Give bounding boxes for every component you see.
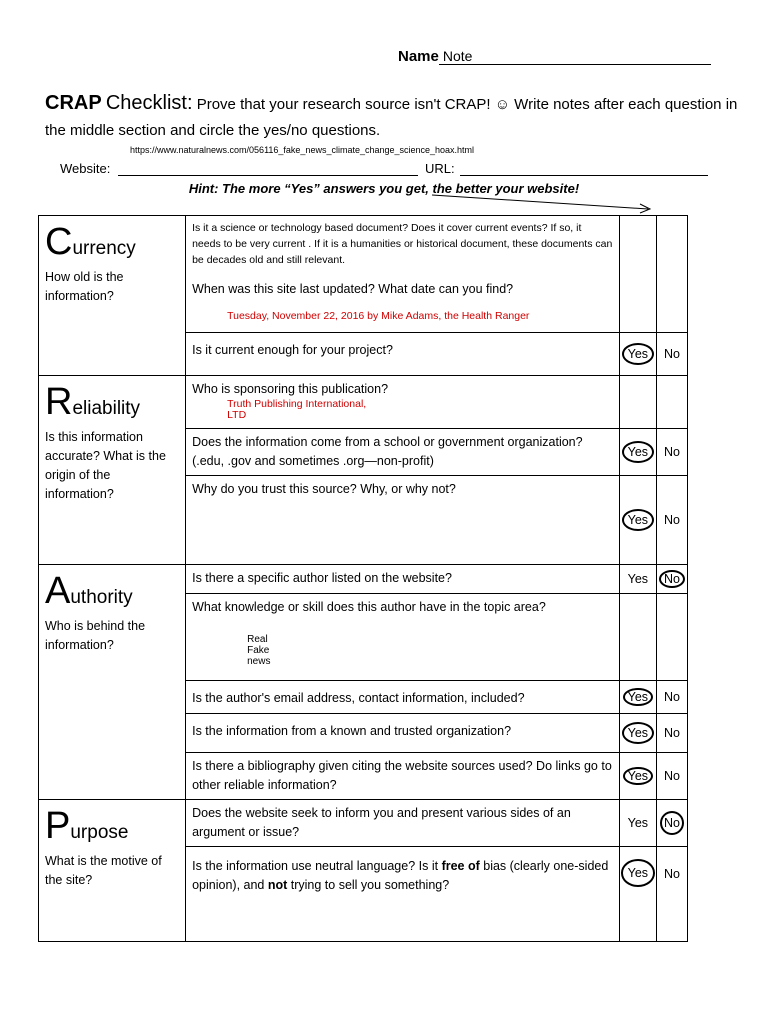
reliability-no-empty bbox=[657, 376, 688, 429]
reliability-q3-yes[interactable] bbox=[619, 476, 656, 565]
currency-q1: Is it a science or technology based document? Does it cover current events? If so, it needs to be very current . If it is a humanities or historical document, these documents can be decades old and still relevant. bbox=[192, 222, 613, 266]
purpose-row-1 bbox=[39, 800, 688, 847]
section-authority bbox=[39, 565, 186, 800]
purpose-q1-yes[interactable]: Yes bbox=[619, 800, 656, 847]
currency-q3-yes[interactable] bbox=[619, 333, 656, 376]
reliability-q1-note[interactable]: Truth Publishing International, LTD bbox=[227, 398, 367, 421]
currency-no-empty bbox=[657, 216, 688, 333]
authority-q3: Is the author's email address, contact information, included? bbox=[186, 681, 620, 714]
authority-q4-yes-circled[interactable]: Yes bbox=[622, 722, 654, 744]
website-label: Website: bbox=[60, 161, 111, 176]
title-checklist: Checklist: bbox=[105, 92, 193, 114]
currency-row-1 bbox=[39, 216, 688, 333]
purpose-letter: P bbox=[45, 805, 71, 847]
reliability-q3: Why do you trust this source? Why, or why not? bbox=[186, 476, 620, 565]
purpose-q2-e: trying to sell you something? bbox=[287, 878, 450, 892]
authority-desc: Who is behind the information? bbox=[45, 619, 146, 652]
url-underline[interactable] bbox=[460, 175, 708, 176]
reliability-row-1 bbox=[39, 376, 688, 429]
currency-rest: urrency bbox=[72, 238, 136, 259]
purpose-q2-yes[interactable] bbox=[619, 847, 656, 942]
authority-q2-note[interactable]: Real Fake news bbox=[247, 634, 271, 667]
purpose-q1-no[interactable] bbox=[657, 800, 688, 847]
reliability-rest: eliability bbox=[72, 398, 141, 419]
reliability-q2-yes-circled[interactable]: Yes bbox=[622, 441, 654, 463]
authority-q5-no[interactable]: No bbox=[657, 753, 688, 800]
purpose-desc: What is the motive of the site? bbox=[45, 854, 162, 887]
currency-question-cell bbox=[186, 216, 620, 333]
authority-q1-yes[interactable]: Yes bbox=[619, 565, 656, 594]
authority-q2-cell bbox=[186, 594, 620, 681]
authority-q2: What knowledge or skill does this author have in the topic area? bbox=[192, 600, 546, 614]
purpose-rest: urpose bbox=[70, 822, 129, 843]
title-instructions: Prove that your research source isn't CRAP! ☺ Write notes after each question in the middle section and circle the yes/no questions. bbox=[45, 96, 738, 139]
purpose-q2-b: free of bbox=[441, 859, 480, 873]
authority-q1-no-circled[interactable]: No bbox=[659, 570, 685, 588]
currency-desc: How old is the information? bbox=[45, 270, 124, 303]
purpose-q2-yes-circled[interactable]: Yes bbox=[621, 859, 655, 887]
crap-checklist-table bbox=[38, 215, 688, 942]
currency-q2-note[interactable]: Tuesday, November 22, 2016 by Mike Adams, the Health Ranger bbox=[227, 310, 530, 322]
reliability-yes-empty bbox=[619, 376, 656, 429]
hint-arrow-icon bbox=[430, 193, 655, 215]
hint-text: Hint: The more “Yes” answers you get, the better your website! bbox=[188, 181, 580, 196]
authority-rest: uthority bbox=[70, 587, 133, 608]
authority-q5: Is there a bibliography given citing the website sources used? Do links go to other reliable information? bbox=[186, 753, 620, 800]
reliability-q2: Does the information come from a school or government organization? (.edu, .gov and sometimes .org—non-profit) bbox=[186, 429, 620, 476]
reliability-q2-yes[interactable] bbox=[619, 429, 656, 476]
name-label: Name bbox=[398, 48, 439, 65]
authority-no-empty bbox=[657, 594, 688, 681]
url-label: URL: bbox=[425, 161, 455, 176]
reliability-q3-no[interactable]: No bbox=[657, 476, 688, 565]
section-purpose bbox=[39, 800, 186, 942]
purpose-q2 bbox=[186, 847, 620, 942]
reliability-letter: R bbox=[45, 381, 73, 423]
purpose-q2-no[interactable]: No bbox=[657, 847, 688, 942]
currency-yes-empty bbox=[619, 216, 656, 333]
purpose-q2-c: bias (clearly one-sided opinion), and bbox=[192, 859, 609, 892]
currency-q3-yes-circled[interactable]: Yes bbox=[622, 343, 654, 365]
reliability-desc: Is this information accurate? What is the origin of the information? bbox=[45, 430, 166, 501]
name-value[interactable]: Note bbox=[439, 48, 711, 65]
authority-q5-yes[interactable] bbox=[619, 753, 656, 800]
authority-q4-yes[interactable] bbox=[619, 714, 656, 753]
currency-q3: Is it current enough for your project? bbox=[186, 333, 620, 376]
page-title bbox=[45, 90, 745, 144]
section-currency bbox=[39, 216, 186, 376]
authority-row-1 bbox=[39, 565, 688, 594]
authority-q4: Is the information from a known and trusted organization? bbox=[186, 714, 620, 753]
purpose-q2-a: Is the information use neutral language? Is it bbox=[192, 859, 442, 873]
website-value[interactable]: https://www.naturalnews.com/056116_fake_news_climate_change_science_hoax.html bbox=[130, 145, 475, 155]
authority-q3-yes[interactable] bbox=[619, 681, 656, 714]
website-underline bbox=[118, 175, 418, 176]
name-line bbox=[398, 48, 723, 65]
authority-q4-no[interactable]: No bbox=[657, 714, 688, 753]
purpose-q2-d: not bbox=[267, 878, 288, 892]
authority-q1: Is there a specific author listed on the website? bbox=[186, 565, 620, 594]
authority-q5-yes-circled[interactable]: Yes bbox=[623, 767, 653, 785]
title-crap: CRAP bbox=[45, 92, 102, 114]
currency-q2: When was this site last updated? What date can you find? bbox=[192, 282, 514, 296]
purpose-q1: Does the website seek to inform you and present various sides of an argument or issue? bbox=[186, 800, 620, 847]
purpose-q1-no-circled[interactable]: No bbox=[660, 811, 684, 835]
reliability-q3-yes-circled[interactable]: Yes bbox=[622, 509, 654, 531]
authority-q1-no[interactable] bbox=[657, 565, 688, 594]
reliability-q2-no[interactable]: No bbox=[657, 429, 688, 476]
reliability-q1-cell bbox=[186, 376, 620, 429]
currency-letter: C bbox=[45, 221, 73, 263]
section-reliability bbox=[39, 376, 186, 565]
authority-yes-empty bbox=[619, 594, 656, 681]
authority-letter: A bbox=[45, 570, 71, 612]
reliability-q1: Who is sponsoring this publication? bbox=[192, 382, 389, 396]
currency-q3-no[interactable]: No bbox=[657, 333, 688, 376]
authority-q3-no[interactable]: No bbox=[657, 681, 688, 714]
authority-q3-yes-circled[interactable]: Yes bbox=[623, 688, 653, 706]
